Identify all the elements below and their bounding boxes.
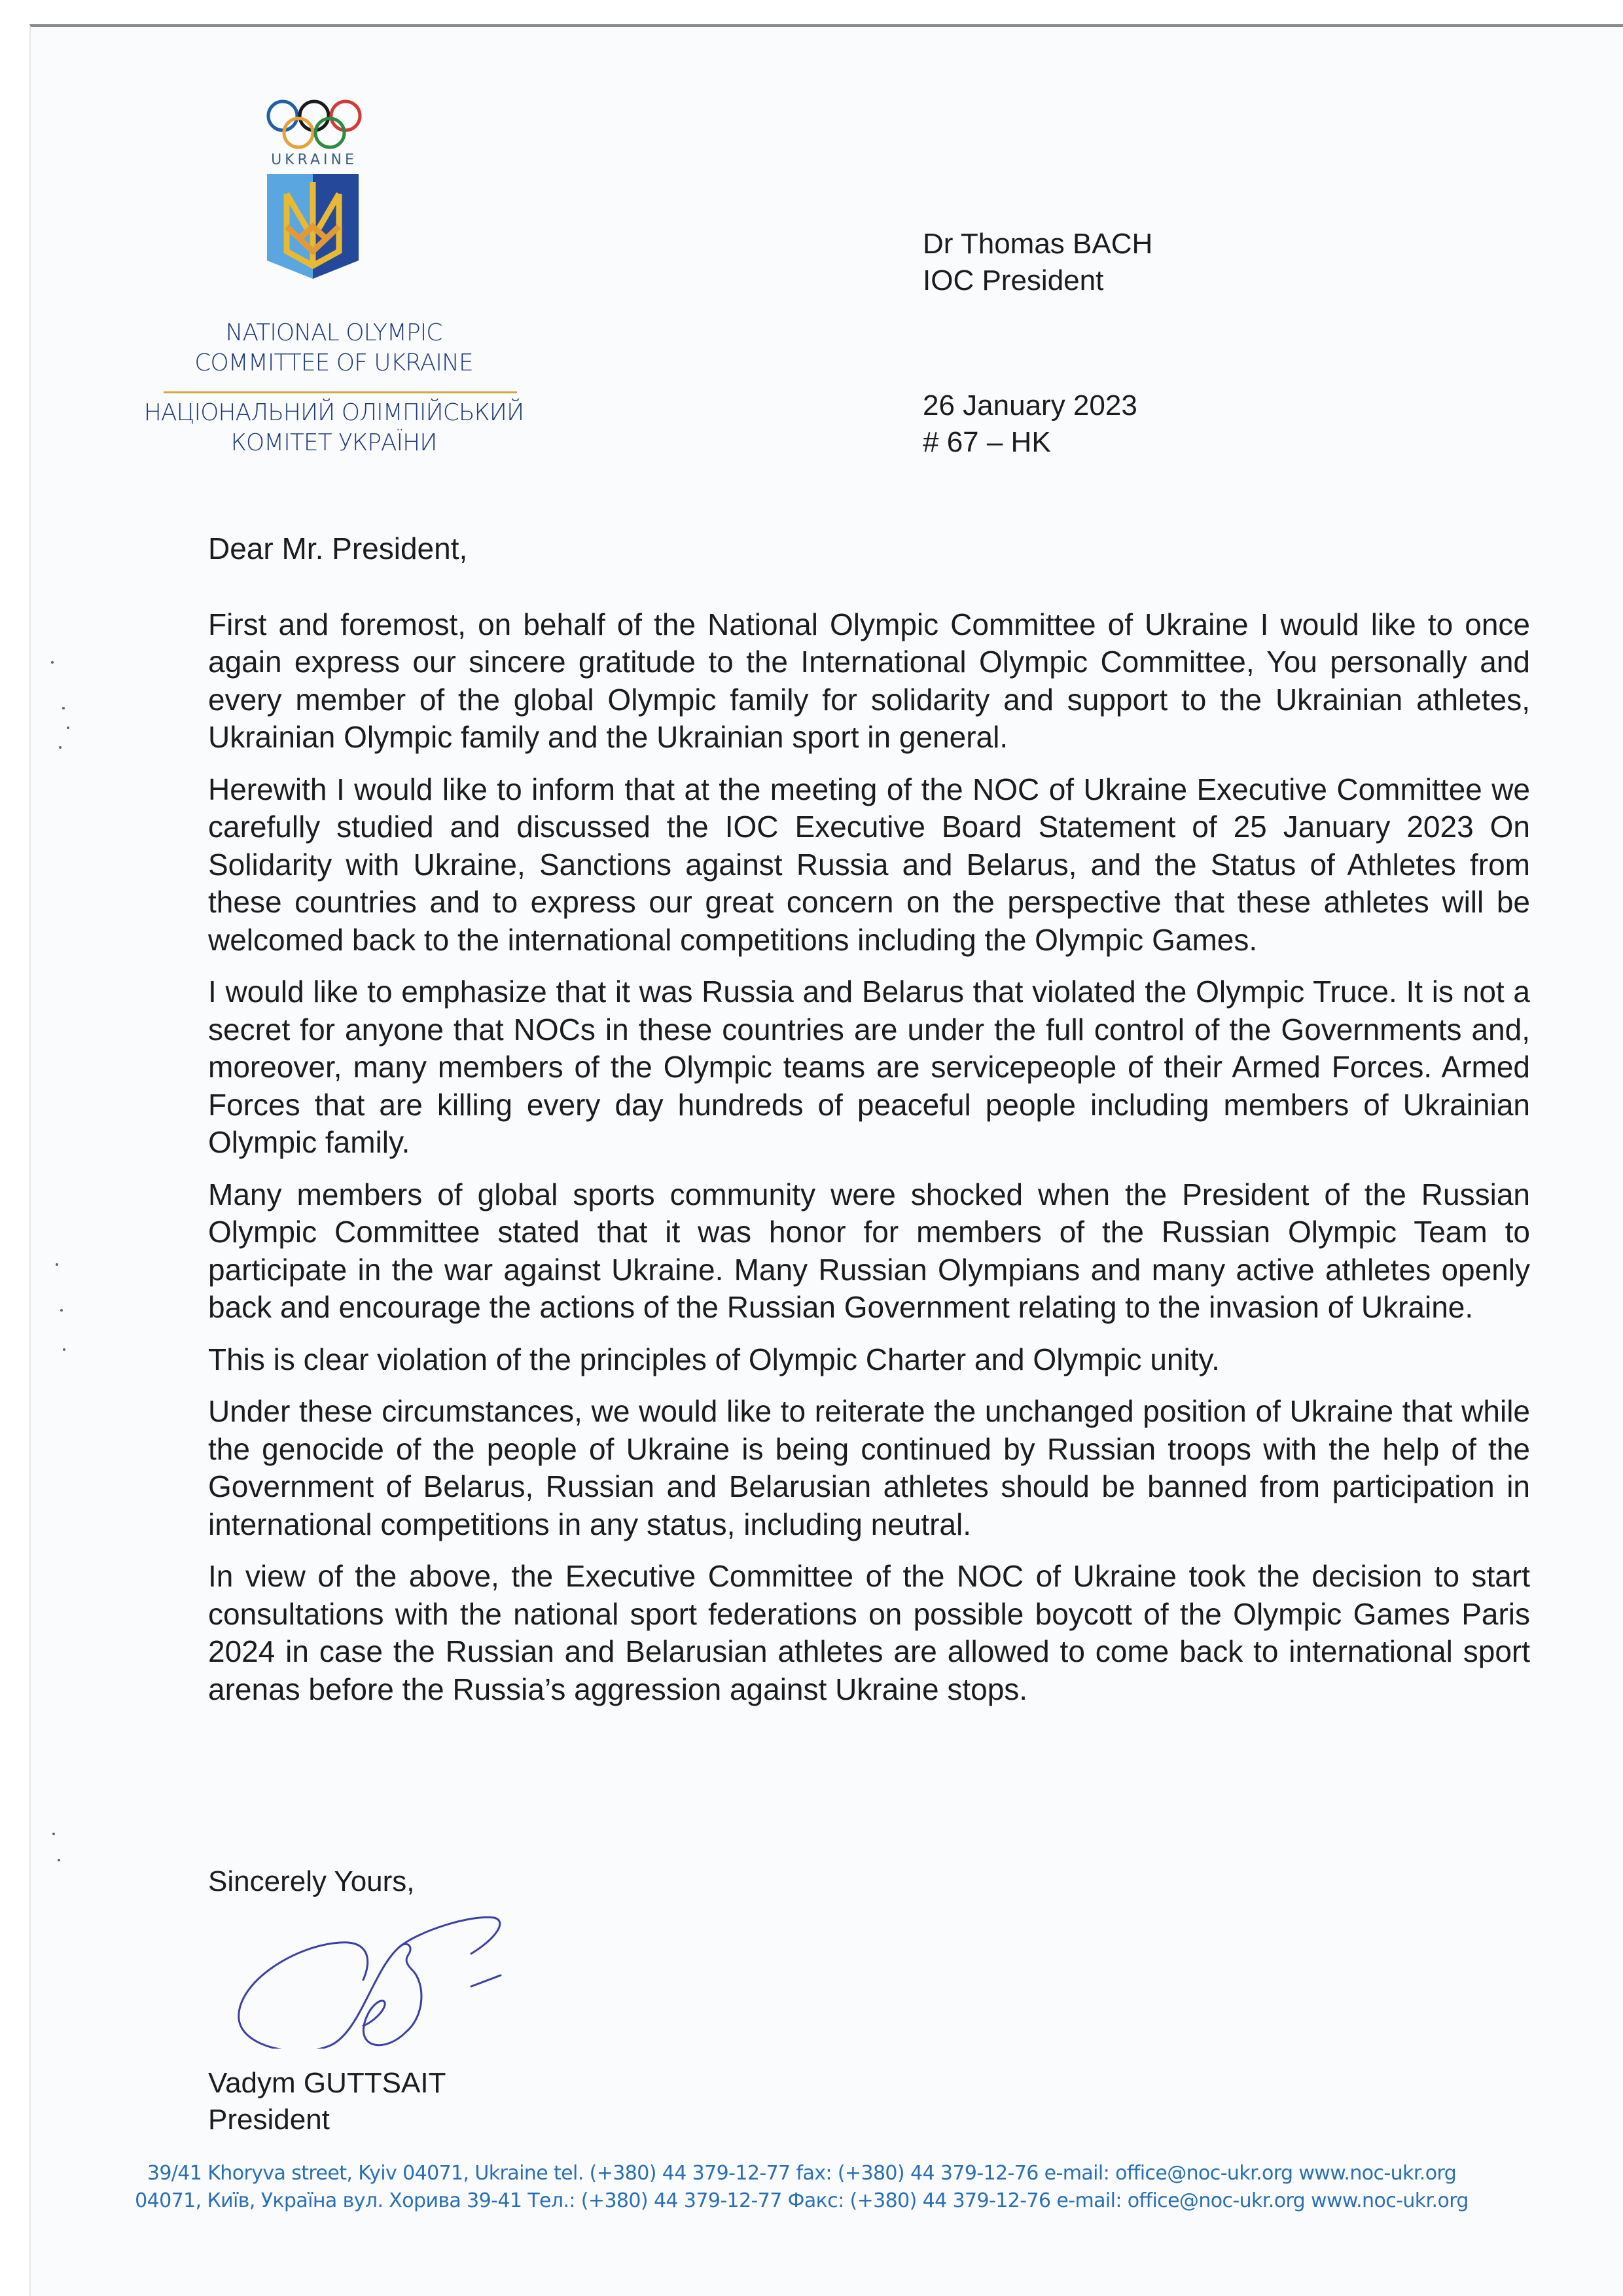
body-paragraph: Under these circumstances, we would like to reiterate the unchanged position of Ukraine that while the genocide of the people of Ukraine is being continued by Russian troops with the help of the Government of Belarus, Russian and Belarusian athletes should be banned from participation in international competitions in any status, including neutral. xyxy=(208,1394,1530,1541)
scan-speck xyxy=(60,1309,63,1312)
body-paragraph: I would like to emphasize that it was Russia and Belarus that violated the Olympic Truce. It is not a secret for anyone that NOCs in these countries are under the full control of the Governments and, moreover, many members of the Olympic teams are servicepeople of their Armed Forces. Armed Forces that are killing every day hundreds of peaceful people including members of Ukrainian Olympic family. xyxy=(208,975,1530,1159)
body-paragraph: First and foremost, on behalf of the National Olympic Committee of Ukraine I would like to once again express our sincere gratitude to the International Olympic Committee, You personally and every member of the global Olympic family for solidarity and support to the Ukrainian athletes, Ukrainian Olympic family and the Ukrainian sport in general. xyxy=(208,607,1530,754)
scan-speck xyxy=(67,726,69,729)
body-paragraph: Many members of global sports community were shocked when the President of the Russian Olympic Committee stated that it was honor for members of the Russian Olympic Team to participate in the war against Ukraine. Many Russian Olympians and many active athletes openly back and encourage the actions of the Russian Government relating to the invasion of Ukraine. xyxy=(208,1177,1530,1324)
scan-speck xyxy=(56,1263,58,1266)
ring-green xyxy=(315,118,344,147)
letter-body xyxy=(208,530,1530,1723)
scan-speck xyxy=(63,1348,65,1351)
trident-shield-icon xyxy=(267,174,359,279)
body-paragraph: In view of the above, the Executive Committee of the NOC of Ukraine took the decision to start consultations with the national sport federations on possible boycott of the Olympic Games Paris 2024 in case the Russian and Belarusian athletes are allowed to come back to international sport arenas before the Russia’s aggression against Ukraine stops. xyxy=(208,1559,1530,1706)
org-name-ua-line: КОМІТЕТ УКРАЇНИ xyxy=(230,429,437,456)
letterhead-divider xyxy=(164,391,517,393)
ring-blue xyxy=(268,101,297,130)
salutation: Dear Mr. President, xyxy=(208,531,468,565)
logo-word: UKRAINE xyxy=(271,152,357,168)
scan-speck xyxy=(52,1833,55,1835)
reference-block xyxy=(923,387,1137,461)
org-name-ua xyxy=(118,398,550,458)
org-name-ua-line: НАЦІОНАЛЬНИЙ ОЛІМПІЙСЬКИЙ xyxy=(143,399,524,426)
scan-speck xyxy=(59,746,62,749)
signature-icon xyxy=(209,1885,576,2049)
olympic-rings-icon xyxy=(265,98,363,152)
closing: Sincerely Yours, xyxy=(208,1865,415,1897)
body-paragraph: This is clear violation of the principles of Olympic Charter and Olympic unity. xyxy=(208,1342,1220,1376)
scan-speck xyxy=(58,1859,60,1861)
footer-address-ua: 04071, Київ, Україна вул. Хорива 39-41 Тел.: (+380) 44 379-12-77 Факс: (+380) 44 379-12-76 e-mail: office@noc-ukr.org www.noc-ukr.org xyxy=(135,2189,1469,2212)
org-name-en-line: COMMITTEE OF UKRAINE xyxy=(194,350,473,376)
addressee-name: Dr Thomas BACH xyxy=(923,228,1153,260)
footer-address-en: 39/41 Khoryva street, Kyiv 04071, Ukraine tel. (+380) 44 379-12-77 fax: (+380) 44 379-12-76 e-mail: office@noc-ukr.org www.noc-ukr.org xyxy=(147,2162,1457,2185)
org-name-en-line: NATIONAL OLYMPIC xyxy=(225,319,442,346)
letter-number: # 67 – HK xyxy=(923,426,1051,458)
signer-block xyxy=(208,2065,446,2138)
ring-black xyxy=(300,101,329,130)
body-paragraph: Herewith I would like to inform that at the meeting of the NOC of Ukraine Executive Committee we carefully studied and discussed the IOC Executive Board Statement of 25 January 2023 On Solidarity with Ukraine, Sanctions against Russia and Belarus, and the Status of Athletes from these countries and to express our great concern on the perspective that these athletes will be welcomed back to the international competitions including the Olympic Games. xyxy=(208,772,1530,957)
letterhead-footer xyxy=(98,2160,1505,2215)
ring-yellow xyxy=(284,118,313,147)
org-name-en xyxy=(118,318,550,378)
scan-speck xyxy=(62,707,65,709)
ring-red xyxy=(331,101,360,130)
addressee-block xyxy=(923,226,1152,299)
addressee-title: IOC President xyxy=(923,264,1104,296)
scan-speck xyxy=(51,661,54,664)
signer-name: Vadym GUTTSAIT xyxy=(208,2067,446,2099)
letter-date: 26 January 2023 xyxy=(923,389,1137,422)
signer-title: President xyxy=(208,2104,330,2136)
